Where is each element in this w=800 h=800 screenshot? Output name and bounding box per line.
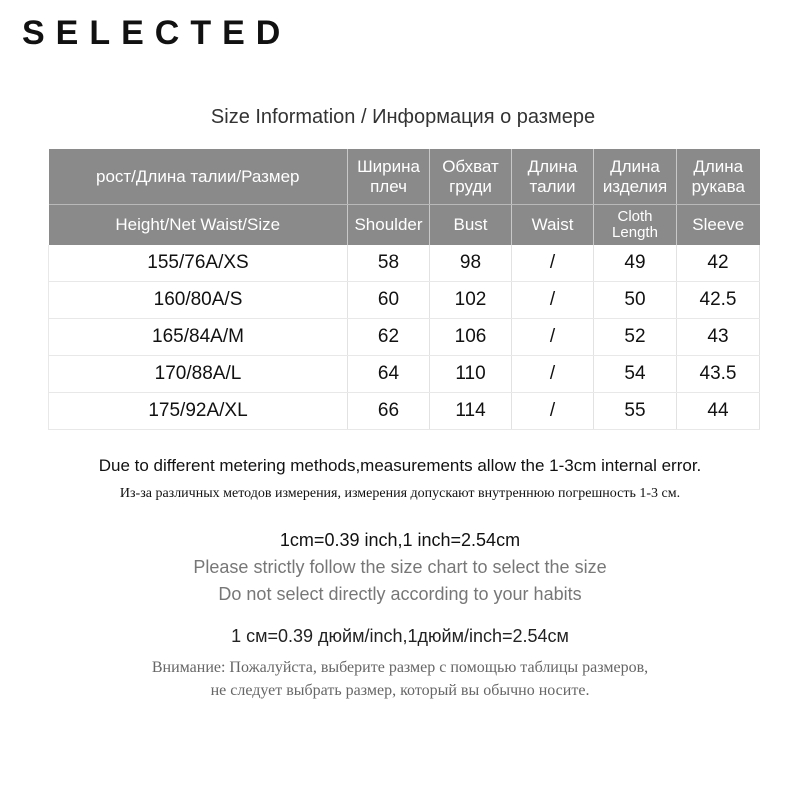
header-size-ru: рост/Длина талии/Размер [49, 149, 348, 205]
cell-sleeve: 43.5 [677, 356, 760, 393]
header-waist-en: Waist [512, 205, 594, 246]
cell-waist: / [512, 319, 594, 356]
table-row [49, 245, 760, 282]
cell-length: 50 [594, 282, 677, 319]
header-length-en: Cloth Length [594, 205, 677, 246]
header-sleeve-ru: Длина рукава [677, 149, 760, 205]
cell-bust: 98 [430, 245, 512, 282]
cell-waist: / [512, 356, 594, 393]
cell-waist: / [512, 282, 594, 319]
cell-shoulder: 62 [348, 319, 430, 356]
cell-shoulder: 58 [348, 245, 430, 282]
cell-length: 49 [594, 245, 677, 282]
error-note-ru: Из-за различных методов измерения, измерения допускают внутреннюю погрешность 1-3 см. [119, 486, 681, 501]
header-length-ru: Длина изделия [594, 149, 677, 205]
cell-bust: 106 [430, 319, 512, 356]
header-size-en: Height/Net Waist/Size [49, 205, 348, 246]
cell-length: 52 [594, 319, 677, 356]
cell-sleeve: 42 [677, 245, 760, 282]
cell-waist: / [512, 245, 594, 282]
size-table [48, 149, 760, 430]
cell-bust: 110 [430, 356, 512, 393]
follow-chart-note: Please strictly follow the size chart to select the size [193, 557, 607, 577]
table-row [49, 356, 760, 393]
cell-length: 55 [594, 393, 677, 430]
table-row [49, 282, 760, 319]
table-header-row-ru [49, 149, 760, 205]
table-row [49, 319, 760, 356]
habits-note: Do not select directly according to your habits [218, 584, 582, 604]
table-row [49, 393, 760, 430]
header-bust-en: Bust [430, 205, 512, 246]
cell-size: 165/84A/M [49, 319, 348, 356]
cell-sleeve: 44 [677, 393, 760, 430]
conversion-en: 1cm=0.39 inch,1 inch=2.54cm [279, 530, 521, 550]
cell-waist: / [512, 393, 594, 430]
header-sleeve-en: Sleeve [677, 205, 760, 246]
cell-size: 160/80A/S [49, 282, 348, 319]
cell-shoulder: 64 [348, 356, 430, 393]
warning-ru-line-1: Внимание: Пожалуйста, выберите размер с помощью таблицы размеров, [151, 659, 649, 676]
cell-sleeve: 42.5 [677, 282, 760, 319]
table-header-row-en [49, 205, 760, 246]
cell-shoulder: 60 [348, 282, 430, 319]
conversion-ru: 1 см=0.39 дюйм/inch,1дюйм/inch=2.54см [231, 626, 569, 646]
header-waist-ru: Длина талии [512, 149, 594, 205]
cell-bust: 114 [430, 393, 512, 430]
warning-ru-line-2: не следует выбрать размер, который вы обычно носите. [210, 682, 590, 699]
brand-logo: SELECTED [22, 14, 292, 52]
cell-sleeve: 43 [677, 319, 760, 356]
cell-bust: 102 [430, 282, 512, 319]
cell-length: 54 [594, 356, 677, 393]
error-note-en: Due to different metering methods,measurements allow the 1-3cm internal error. [98, 456, 702, 475]
header-shoulder-ru: Ширина плеч [348, 149, 430, 205]
header-shoulder-en: Shoulder [348, 205, 430, 246]
cell-shoulder: 66 [348, 393, 430, 430]
header-bust-ru: Обхват груди [430, 149, 512, 205]
cell-size: 170/88A/L [49, 356, 348, 393]
cell-size: 155/76A/XS [49, 245, 348, 282]
cell-size: 175/92A/XL [49, 393, 348, 430]
page-title: Size Information / Информация о размере [210, 106, 596, 128]
